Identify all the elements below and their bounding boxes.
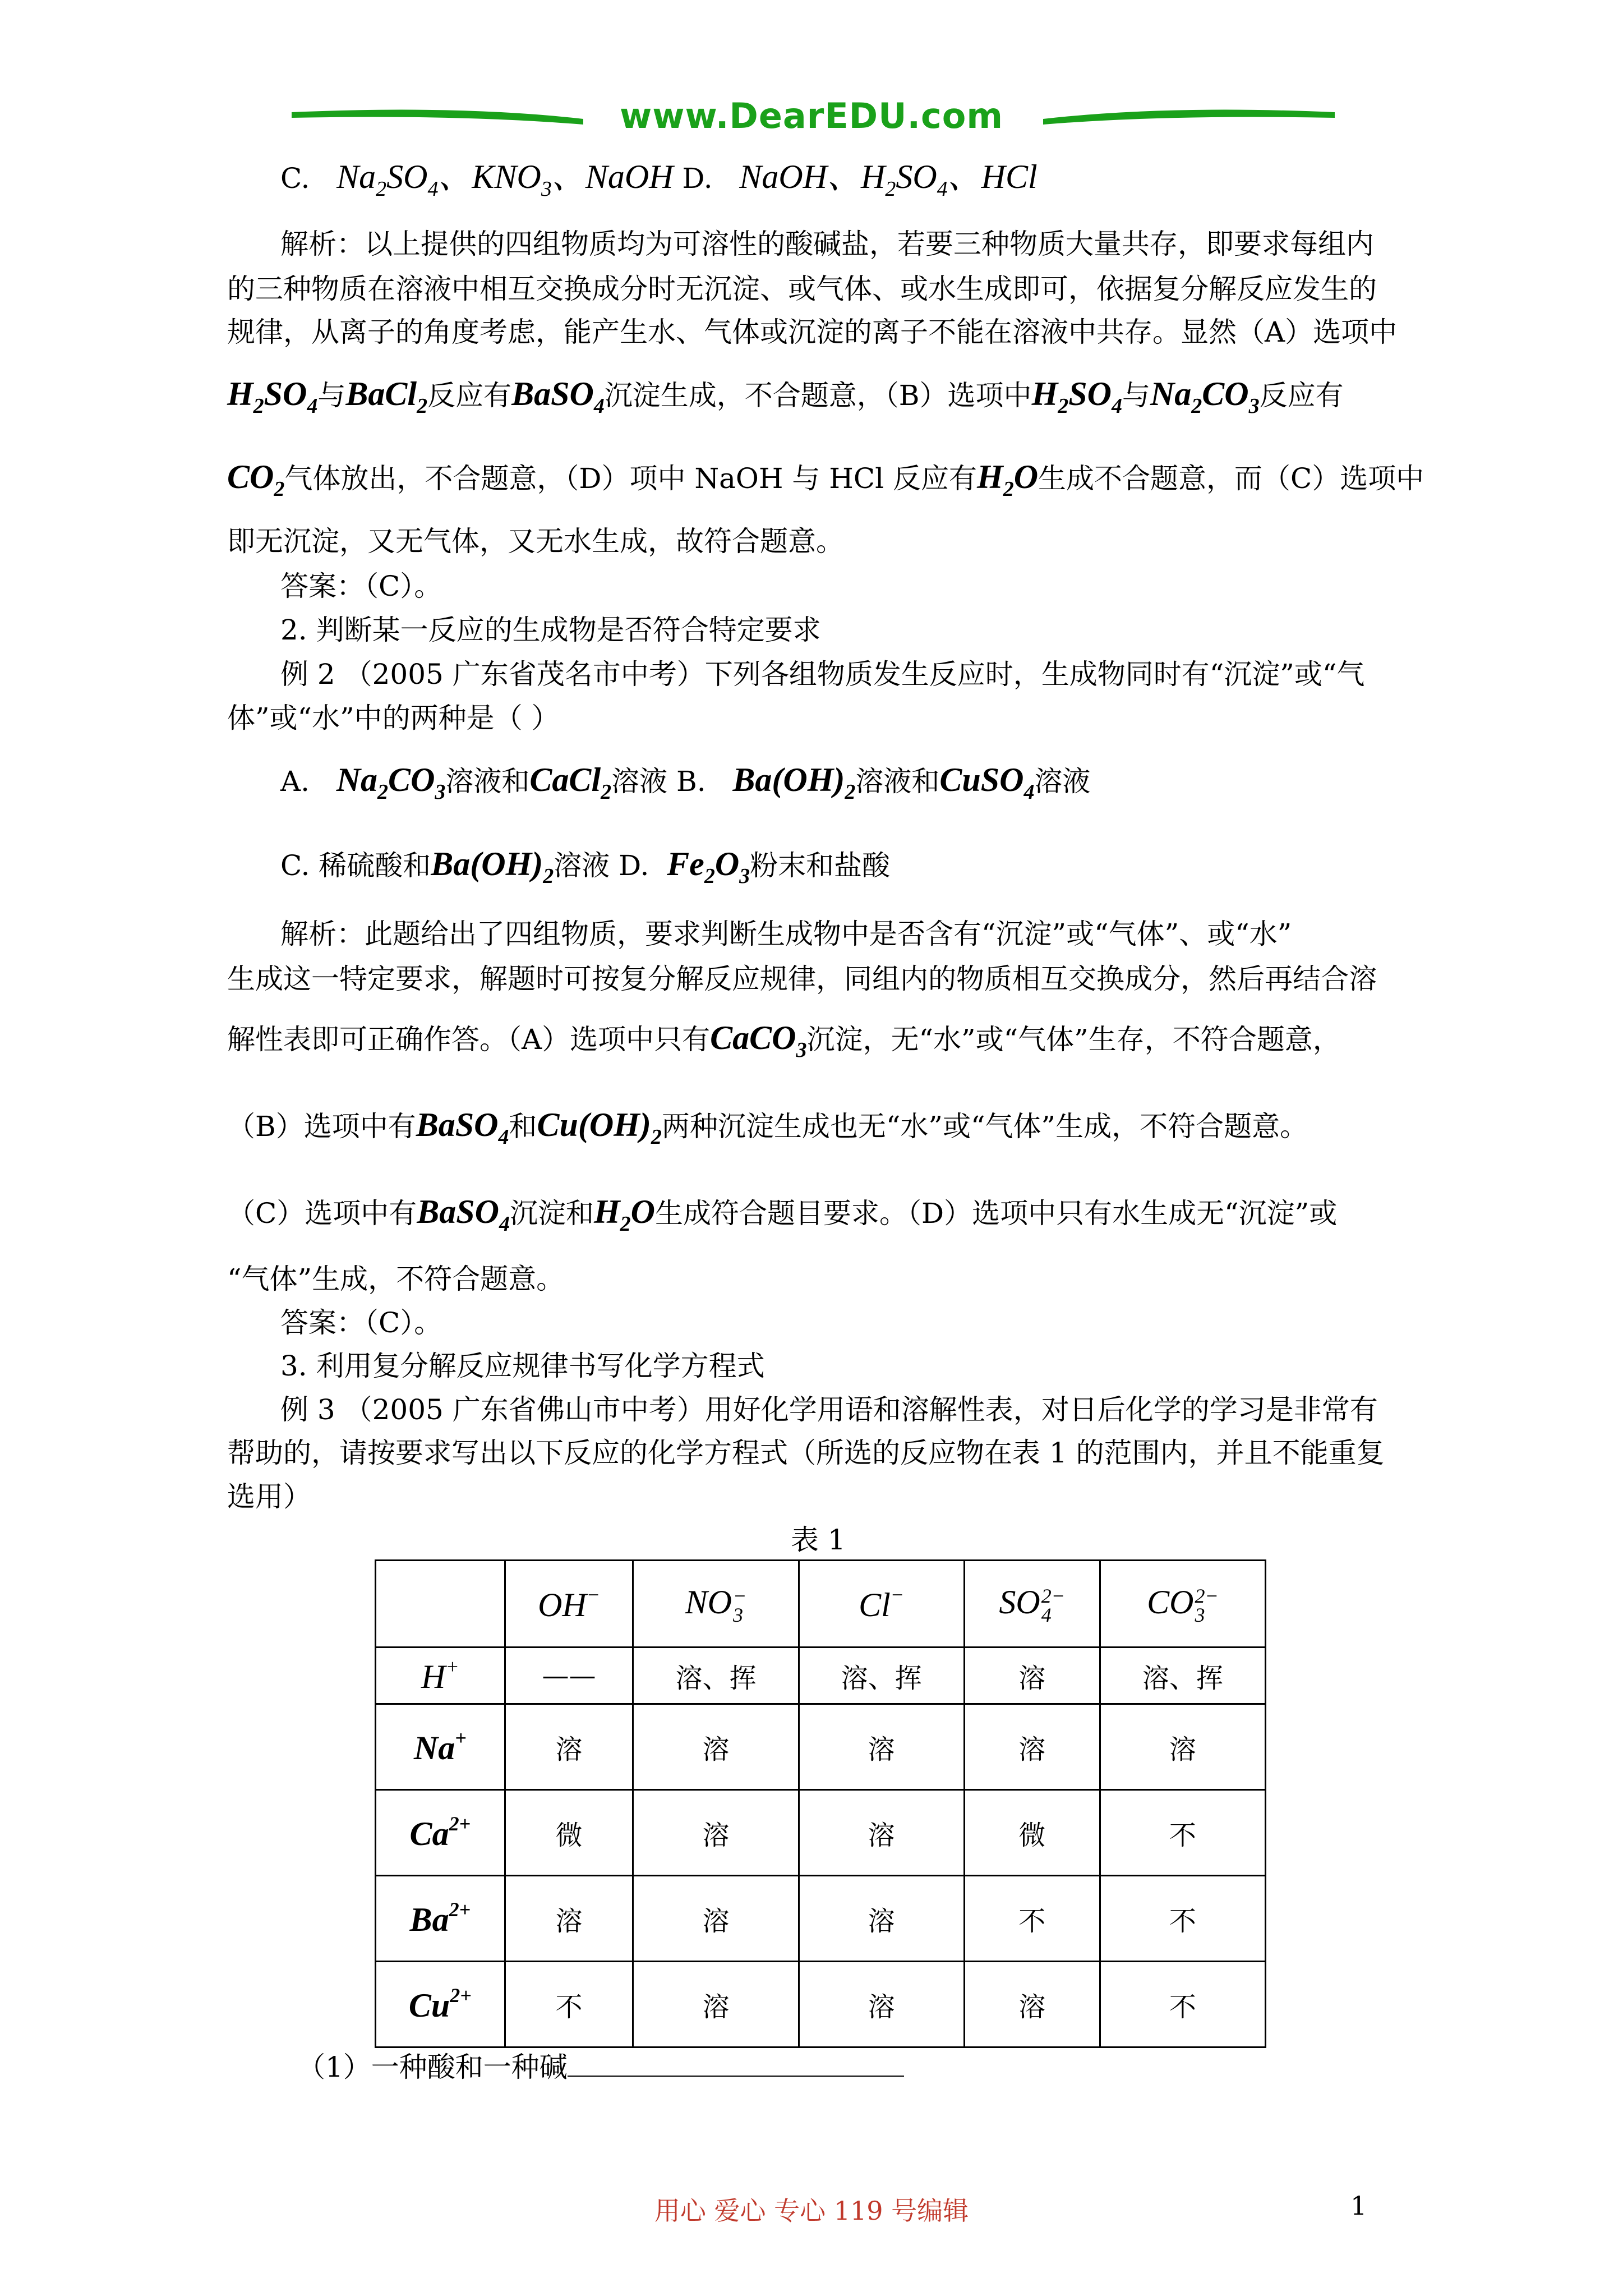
table-cell: 不 — [1100, 1962, 1265, 2047]
paragraph-line-formulas: 解性表即可正确作答。（A）选项中只有CaCO$_3$沉淀，无“水”或“气体”生存，不符合题意， — [227, 1019, 1341, 1062]
answer-2: 答案：（C）。 — [280, 1306, 442, 1339]
section-3-heading: 3. 利用复分解反应规律书写化学方程式 — [280, 1350, 765, 1382]
table-cell: 不 — [1100, 1876, 1265, 1962]
table-cell: 不 — [1100, 1790, 1265, 1876]
col-header-co3: CO2− 3 — [1100, 1561, 1265, 1648]
footer-editor-note: 用心 爱心 专心 119 号编辑 — [654, 2196, 969, 2226]
table-caption: 表 1 — [791, 1524, 846, 1556]
table-cell: 溶 — [799, 1962, 964, 2047]
options-c-d-2: C. 稀硫酸和$Ba(OH)_2$溶液 D. $Fe_2O_3$粉末和盐酸 — [280, 845, 891, 888]
table-cell: 溶 — [633, 1790, 799, 1876]
paragraph-line: 即无沉淀，又无气体，又无水生成，故符合题意。 — [227, 525, 844, 558]
option-c-label: C. — [280, 162, 310, 195]
options-a-b: A. $Na_2CO_3$溶液和CaCl$_2$溶液 B. $Ba(OH)_2$溶液和CuSO$_4$溶液 — [280, 761, 1091, 804]
site-header: www.DearEDU.com — [619, 95, 1003, 136]
col-header-oh: OH− — [505, 1561, 633, 1648]
table-cell: 溶、挥 — [1100, 1648, 1265, 1704]
question-1: （1）一种酸和一种碱 — [297, 2050, 904, 2084]
table-cell: 溶、挥 — [633, 1648, 799, 1704]
paragraph-line-formulas: （B）选项中有BaSO$_4$和$Cu(OH)_2$两种沉淀生成也无“水”或“气体”生成，不符合题意。 — [227, 1106, 1308, 1149]
table-cell: 溶 — [633, 1962, 799, 2047]
paragraph-line-formulas: （C）选项中有BaSO$_4$沉淀和$H_2O$生成符合题目要求。（D）选项中只有水生成无“沉淀”或 — [227, 1193, 1338, 1236]
paragraph-line: 规律，从离子的角度考虑，能产生水、气体或沉淀的离子不能在溶液中共存。显然（A）选项中 — [227, 316, 1398, 348]
table-cell: 溶 — [799, 1704, 964, 1790]
table-cell: 溶 — [1100, 1704, 1265, 1790]
col-header-no3: NO− 3 — [633, 1561, 799, 1648]
paragraph-line-formulas: $H_2SO_4$与BaCl$_2$反应有BaSO$_4$沉淀生成，不合题意，（B）选项中$H_2SO_4$与$Na_2CO_3$反应有 — [227, 375, 1344, 418]
table-cell: 溶 — [964, 1962, 1100, 2047]
section-2-heading: 2. 判断某一反应的生成物是否符合特定要求 — [280, 614, 821, 646]
table-cell: 不 — [964, 1876, 1100, 1962]
row-header-ba: $Ba^{2+}$ — [376, 1876, 505, 1962]
paragraph-line: 解析：以上提供的四组物质均为可溶性的酸碱盐，若要三种物质大量共存，即要求每组内 — [280, 228, 1374, 260]
table-cell: 微 — [505, 1790, 633, 1876]
col-header-cl: Cl− — [799, 1561, 964, 1648]
formula-d: NaOH、$H_2SO_4$、HCl — [739, 158, 1038, 201]
table-cell: 微 — [964, 1790, 1100, 1876]
example-3-line: 帮助的，请按要求写出以下反应的化学方程式（所选的反应物在表 1 的范围内，并且不能重复 — [227, 1437, 1385, 1469]
example-3-line: 例 3 （2005 广东省佛山市中考）用好化学用语和溶解性表，对日后化学的学习是非常有 — [280, 1393, 1378, 1426]
formula-c: $Na_2SO_4$、$KNO_3$、NaOH — [336, 158, 674, 201]
table-cell: 溶 — [799, 1790, 964, 1876]
page-number: 1 — [1350, 2191, 1367, 2221]
table-cell: 溶 — [964, 1648, 1100, 1704]
options-c-d — [280, 160, 1038, 206]
example-3-line: 选用） — [227, 1480, 311, 1513]
solubility-table — [375, 1559, 1266, 2048]
col-header-so4: SO2− 4 — [964, 1561, 1100, 1648]
table-cell: 溶 — [505, 1704, 633, 1790]
row-header-na: Na+ — [376, 1704, 505, 1790]
table-cell: 溶 — [964, 1704, 1100, 1790]
paragraph-line-formulas: $CO_2$气体放出，不合题意，（D）项中 NaOH 与 HCl 反应有$H_2O$生成不合题意，而（C）选项中 — [227, 458, 1424, 501]
paragraph-line: 的三种物质在溶液中相互交换成分时无沉淀、或气体、或水生成即可，依据复分解反应发生的 — [227, 273, 1377, 305]
example-2-line: 体”或“水”中的两种是（ ） — [227, 702, 560, 734]
table-cell: 溶 — [633, 1704, 799, 1790]
paragraph-line: 解析：此题给出了四组物质，要求判断生成物中是否含有“沉淀”或“气体”、或“水” — [280, 918, 1292, 950]
paragraph-line: “气体”生成，不符合题意。 — [227, 1263, 565, 1295]
table-cell: 溶 — [633, 1876, 799, 1962]
table-cell: 溶 — [505, 1876, 633, 1962]
table-cell: 溶 — [799, 1876, 964, 1962]
table-corner-cell — [376, 1561, 505, 1648]
answer-1: 答案：（C）。 — [280, 570, 442, 602]
table-cell: 溶、挥 — [799, 1648, 964, 1704]
example-2-line: 例 2 （2005 广东省茂名市中考）下列各组物质发生反应时，生成物同时有“沉淀”或“气 — [280, 658, 1365, 691]
answer-blank — [568, 2053, 904, 2077]
row-header-cu: $Cu^{2+}$ — [376, 1962, 505, 2047]
row-header-ca: $Ca^{2+}$ — [376, 1790, 505, 1876]
table-cell: —— — [505, 1648, 633, 1704]
table-cell: 不 — [505, 1962, 633, 2047]
paragraph-line: 生成这一特定要求，解题时可按复分解反应规律，同组内的物质相互交换成分，然后再结合溶 — [227, 963, 1377, 995]
option-d-label: D. — [682, 162, 713, 195]
row-header-h: H+ — [376, 1648, 505, 1704]
